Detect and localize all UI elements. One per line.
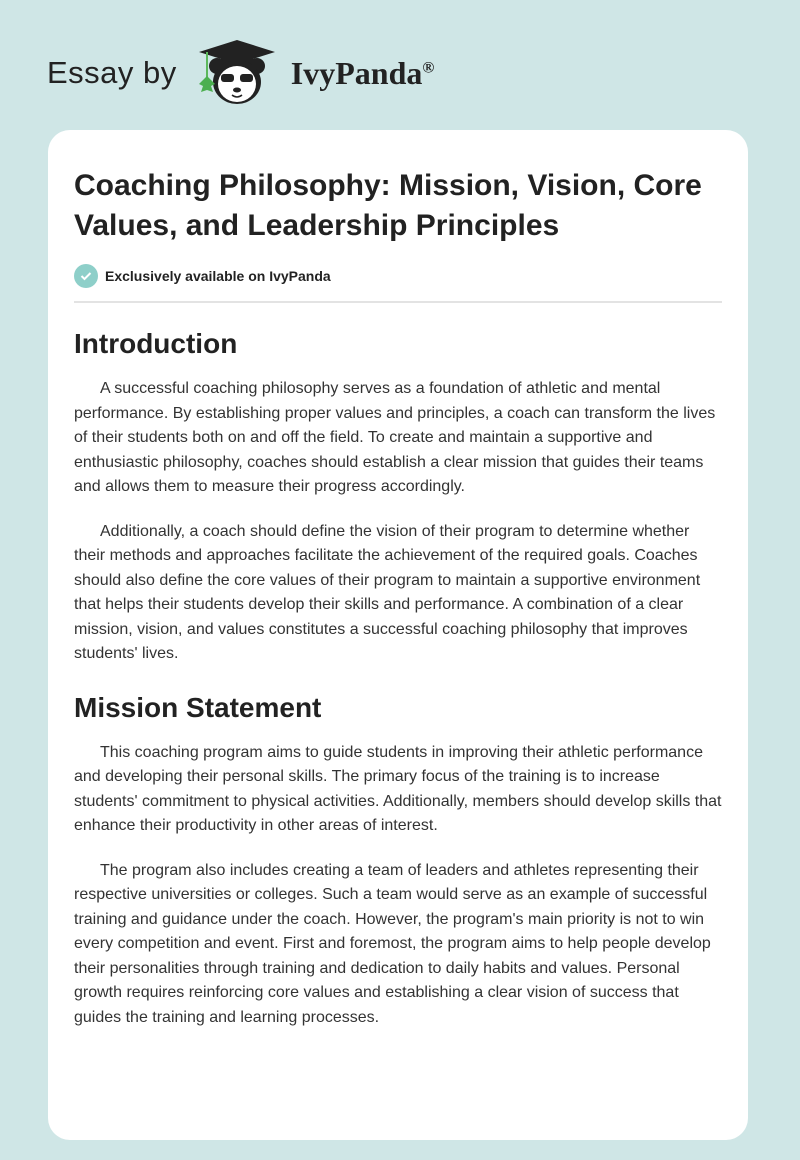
essay-title: Coaching Philosophy: Mission, Vision, Core Values, and Leadership Principles — [74, 169, 702, 242]
paragraph: This coaching program aims to guide students in improving their athletic performance and developing their personal skills. The primary focus of the training is to increase students' commitment to physical activities. Additionally, members should develop skills that enhance their productivity in other areas of interest. — [74, 743, 722, 834]
section-heading-mission: Mission Statement — [74, 691, 322, 723]
ivypanda-logo-icon — [195, 38, 279, 108]
exclusive-badge — [74, 264, 722, 288]
paragraph: Additionally, a coach should define the vision of their program to determine whether their methods and approaches facilitate the achievement of the required goals. Coaches should also define the core values of their program to maintain a supportive environment that helps their students develop their skills and performance. A combination of a clear mission, vision, and values constitutes a successful coaching philosophy that improves students' lives. — [74, 522, 701, 662]
divider — [74, 301, 722, 303]
paragraph: The program also includes creating a team of leaders and athletes representing their respective universities or colleges. Such a team would serve as an example of successful training and guidance under the coach. However, the program's main priority is not to win every competition and event. First and foremost, the program aims to help people develop their personalities through training and dedication to daily habits and values. Personal growth requires reinforcing core values and establishing a clear vision of success that guides the training and learning processes. — [74, 861, 711, 1026]
check-icon — [74, 264, 98, 288]
essay-card — [48, 130, 748, 1140]
badge-text: Exclusively available on IvyPanda — [105, 268, 331, 284]
section-heading-introduction: Introduction — [74, 328, 238, 359]
essay-by-label: Essay by — [47, 55, 177, 90]
site-header — [47, 38, 434, 108]
paragraph: A successful coaching philosophy serves as a foundation of athletic and mental performance. By establishing proper values and principles, a coach can transform the lives of their students both on and off the field. To create and maintain a supportive and enthusiastic philosophy, coaches should establish a clear mission that guides their teams and allows them to measure their progress accordingly. — [74, 380, 716, 495]
brand-name: IvyPanda® — [290, 54, 435, 91]
